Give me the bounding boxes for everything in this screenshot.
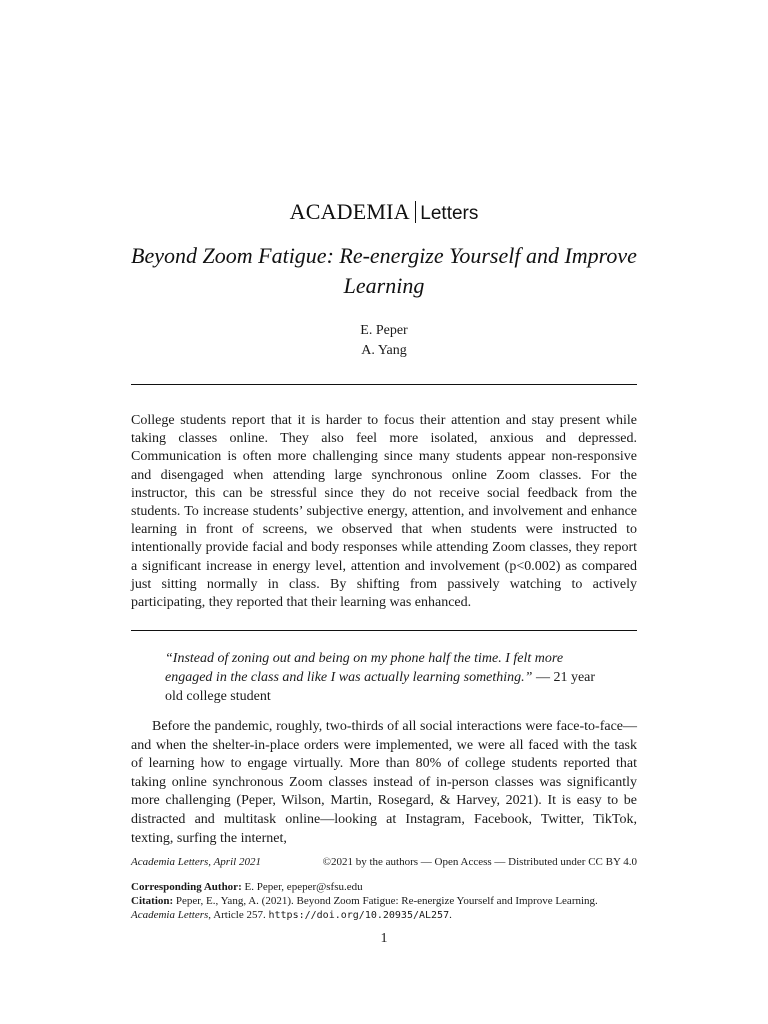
page-footer — [131, 855, 637, 869]
body-paragraph: Before the pandemic, roughly, two-thirds of all social interactions were face-to-face—and when the shelter-in-place orders were implemented, we were all faced with the task of learning how to engage virtually. More than 80% of college students reported that taking online synchronous Zoom classes instead of in-person classes was significantly more challenging (Peper, Wilson, Martin, Rosegard, & Harvey, 2021). It is easy to be distracted and multitask online—looking at Instagram, Facebook, Twitter, TikTok, texting, surfing the internet, — [131, 719, 637, 846]
author-name: A. Yang — [361, 343, 407, 358]
citation-line — [131, 894, 641, 908]
epigraph-quote — [165, 649, 605, 706]
citation-article: , Article 257. — [208, 909, 266, 921]
author-name: E. Peper — [360, 323, 408, 338]
masthead-divider — [415, 201, 417, 223]
abstract-bottom-rule — [131, 630, 637, 631]
quote-text: “Instead of zoning out and being on my phone half the time. I felt more engaged in the class and like I was actually learning something.” — [165, 651, 564, 685]
corresponding-author-line — [131, 880, 641, 894]
citation-journal: Academia Letters — [131, 909, 209, 921]
paper-title: Beyond Zoom Fatigue: Re-energize Yourself and Improve Learning — [131, 243, 637, 298]
footer-license: ©2021 by the authors — Open Access — Distributed under CC BY 4.0 — [322, 856, 637, 868]
corresponding-author-value: E. Peper, epeper@sfsu.edu — [244, 881, 363, 893]
page-number: 1 — [380, 931, 388, 946]
footer-journal-date: Academia Letters, April 2021 — [131, 856, 261, 868]
corresponding-author-label: Corresponding Author: — [131, 881, 242, 893]
citation-label: Citation: — [131, 895, 174, 907]
correspondence-block — [131, 880, 641, 923]
citation-journal-line — [131, 908, 641, 923]
masthead-section: Letters — [420, 203, 479, 224]
doi-link[interactable]: https://doi.org/10.20935/AL257 — [268, 910, 450, 921]
citation-text: Peper, E., Yang, A. (2021). Beyond Zoom Fatigue: Re-energize Yourself and Improve Learning. — [175, 895, 598, 907]
masthead — [0, 198, 768, 228]
top-rule — [131, 384, 637, 385]
doi-end: . — [449, 909, 452, 921]
quote-attribution: — 21 year old college student — [165, 670, 596, 704]
abstract: College students report that it is harder to focus their attention and stay present while taking classes online. They also feel more isolated, anxious and depressed. Communication is often more challenging since many students appear non-responsive and disengaged when attending large synchronous online Zoom classes. For the instructor, this can be stressful since they do not receive social feedback from the students. To increase students’ subjective energy, attention, and involvement and enhance learning in front of screens, we observed that when students were instructed to intentionally provide facial and body responses while attending Zoom classes, they report a significant increase in energy level, attention and involvement (p<0.002) as compared just sitting normally in class. By shifting from passively watching to actively participating, they reported that their learning was enhanced. — [131, 413, 637, 611]
masthead-brand: ACADEMIA — [289, 199, 410, 224]
author-list — [0, 321, 768, 361]
